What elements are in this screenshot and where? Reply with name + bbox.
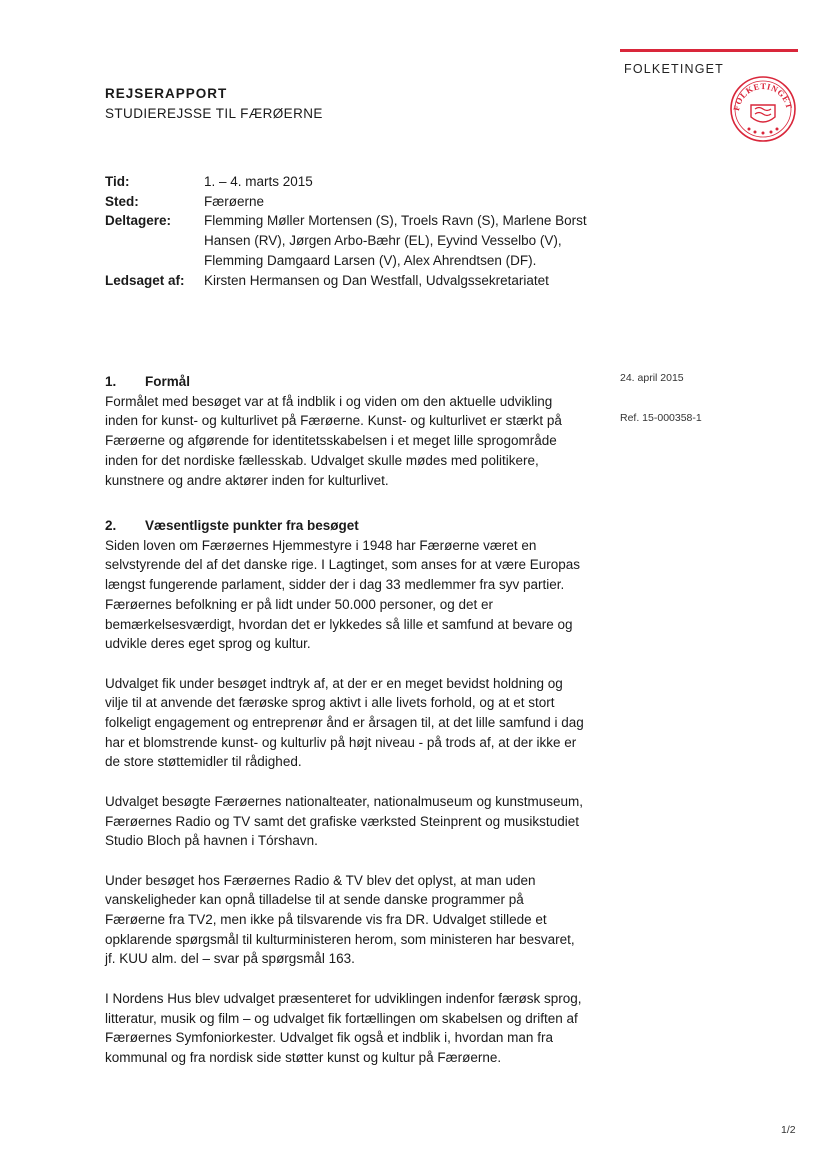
- section-heading: [105, 516, 585, 536]
- header-rule: [620, 49, 798, 52]
- meta-value: Færøerne: [204, 193, 265, 209]
- meta-label: Sted:: [105, 193, 139, 209]
- section-number: 2.: [105, 518, 117, 533]
- meta-value: 1. – 4. marts 2015: [204, 174, 313, 189]
- paragraph: Under besøget hos Færøernes Radio & TV blev det oplyst, at man uden vanskeligheder kan opnå tilladelse til at sende danske programmer på Færøerne fra TV2, men ikke på tilsvarende vis fra DR. Udvalget stillede et opklarende spørgsmål til kulturministeren herom, som ministeren har besvaret, jf. KUU alm. del – svar på spørgsmål 163.: [105, 872, 575, 967]
- section-title: Væsentligste punkter fra besøget: [145, 518, 359, 533]
- paragraph: I Nordens Hus blev udvalget præsenteret for udviklingen indenfor færøsk sprog, litteratur, musik og film – og udvalget fik fortællingen om skabelsen og driften af Færøernes Symfoniorkester. Udvalget fik også et indblik i, hvordan man fra kommunal og fra nordisk side støtter kunst og kultur på Færøerne.: [105, 990, 582, 1065]
- meta-row-sted: [105, 192, 589, 212]
- trip-meta: [105, 172, 589, 290]
- meta-row-tid: [105, 172, 589, 192]
- meta-label: Deltagere:: [105, 213, 172, 229]
- meta-row-ledsaget: [105, 271, 589, 291]
- section-title: Formål: [145, 374, 191, 389]
- document-reference: Ref. 15-000358-1: [620, 412, 702, 424]
- meta-value: Kirsten Hermansen og Dan Westfall, Udvalgssekretariatet: [204, 272, 549, 288]
- report-subtitle: STUDIEREJSSE TIL FÆRØERNE: [105, 106, 323, 121]
- folketinget-seal-logo: [729, 75, 797, 143]
- meta-label: Ledsaget af:: [105, 272, 185, 288]
- meta-row-deltagere: [105, 211, 589, 270]
- paragraph: Udvalget fik under besøget indtryk af, at der er en meget bevidst holdning og vilje til at anvende det færøske sprog aktivt i alle livets forhold, og at et stort folkeligt engagement og entreprenør ånd er årsagen til, at det lille samfund i dag har et blomstrende kunst- og kulturliv på højt niveau - på trods af, at der ikke er de store støttemidler til rådighed.: [105, 675, 584, 770]
- section-formaal: [105, 372, 585, 510]
- section-number: 1.: [105, 374, 117, 389]
- document-date: 24. april 2015: [620, 372, 684, 384]
- section-vaesentligste-punkter: [105, 516, 585, 1087]
- paragraph: Formålet med besøget var at få indblik i og viden om den aktuelle udvikling inden for kunst- og kulturlivet på Færøerne. Kunst- og kulturlivet er stærkt på Færøerne og afgørende for identitetsskabelsen i et meget lille sprogområde inden for det nordiske fællesskab. Udvalget skulle mødes med politikere, kunstnere og andre aktører inden for kulturlivet.: [105, 393, 562, 488]
- page-number: 1/2: [781, 1124, 796, 1136]
- report-title: REJSERAPPORT: [105, 86, 228, 101]
- org-name: FOLKETINGET: [624, 62, 725, 76]
- seal-text: FOLKETINGET: [731, 80, 795, 112]
- meta-label: Tid:: [105, 174, 130, 189]
- paragraph: Siden loven om Færøernes Hjemmestyre i 1948 har Færøerne været en selvstyrende del af det danske rige. I Lagtinget, som anses for at være Europas længst fungerende parlament, sidder der i dag 33 medlemmer fra syv partier. Færøernes befolkning er på lidt under 50.000 personer, og det er bemærkelsesværdigt, hvordan det er lykkedes så lille et samfund at bevare og udvikle deres eget sprog og kultur.: [105, 537, 581, 652]
- section-heading: [105, 372, 585, 392]
- meta-value: Flemming Møller Mortensen (S), Troels Ravn (S), Marlene Borst Hansen (RV), Jørgen Arbo-Bæhr (EL), Eyvind Vesselbo (V), Flemming Damgaard Larsen (V), Alex Ahrendtsen (DF).: [204, 213, 587, 268]
- paragraph: Udvalget besøgte Færøernes nationalteater, nationalmuseum og kunstmuseum, Færøernes Radio og TV samt det grafiske værksted Steinprent og musikstudiet Studio Bloch på havnen i Tórshavn.: [105, 793, 583, 849]
